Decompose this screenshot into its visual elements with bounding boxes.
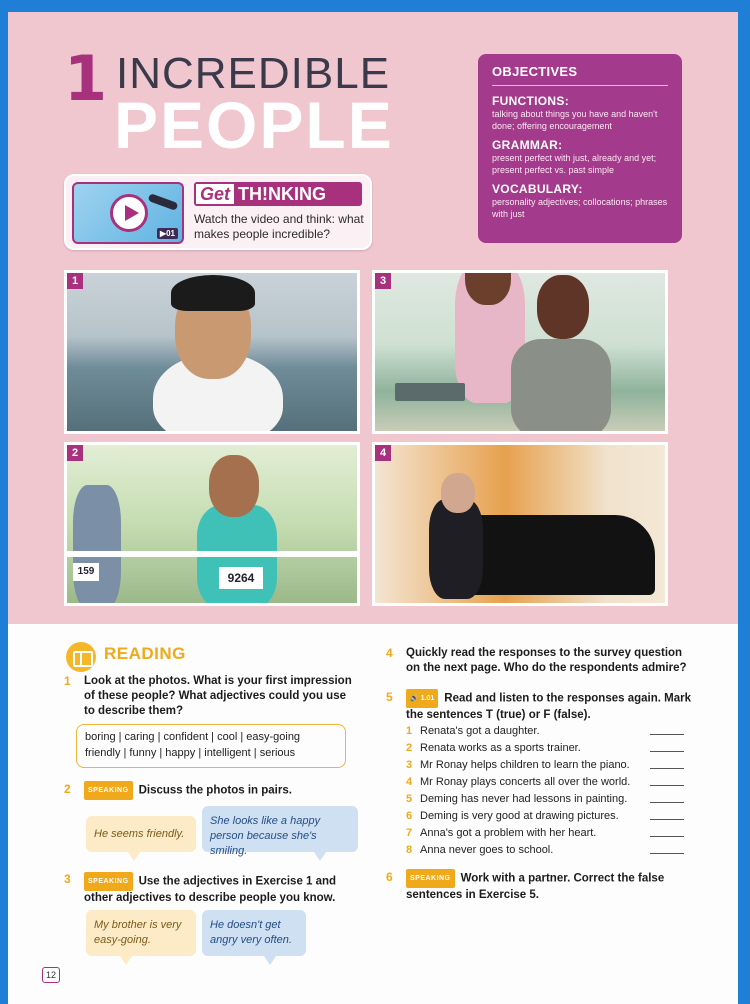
- exercise-5-text: Read and listen to the responses again. Mark the sentences T (true) or F (false).: [406, 692, 691, 721]
- tf-sentence: 7 Anna's got a problem with her heart.: [406, 827, 597, 839]
- exercise-5-number: 5: [386, 690, 393, 704]
- word-box-line2: friendly | funny | happy | intelligent | serious: [85, 747, 296, 759]
- answer-blank[interactable]: [650, 751, 684, 752]
- tf-sentence: 4 Mr Ronay plays concerts all over the world.: [406, 776, 631, 788]
- exercise-3: [84, 872, 360, 906]
- bubble-2-tail: [314, 852, 326, 861]
- tf-sentence: 3 Mr Ronay helps children to learn the piano.: [406, 759, 630, 771]
- video-thumbnail[interactable]: [72, 182, 184, 244]
- photo-3: [372, 270, 668, 434]
- tf-sentence: 5 Deming has never had lessons in painting.: [406, 793, 628, 805]
- answer-blank[interactable]: [650, 853, 684, 854]
- unit-title-line2: PEOPLE: [114, 88, 394, 162]
- exercise-3-text: Use the adjectives in Exercise 1 and other adjectives to describe people you know.: [84, 875, 337, 904]
- exercise-2-text: Discuss the photos in pairs.: [138, 784, 292, 797]
- runner-girl-head: [209, 455, 259, 517]
- adjective-word-box: [76, 724, 346, 768]
- tf-sentence: 6 Deming is very good at drawing pictures.: [406, 810, 619, 822]
- tf-sentence: 2 Renata works as a sports trainer.: [406, 742, 581, 754]
- play-icon[interactable]: [110, 194, 148, 232]
- exercise-4-text: Quickly read the responses to the survey question on the next page. Who do the respondents admire?: [406, 647, 687, 674]
- unit-number: 1: [64, 42, 108, 115]
- pianist-body: [429, 499, 483, 599]
- exercise-2-number: 2: [64, 782, 71, 796]
- objectives-box: [478, 54, 682, 243]
- race-bib-runner: 9264: [219, 567, 263, 589]
- vocabulary-label: VOCABULARY:: [492, 182, 583, 196]
- exercise-5: [406, 689, 696, 723]
- word-box-line1: boring | caring | confident | cool | easy-going: [85, 731, 301, 743]
- answer-blank[interactable]: [650, 768, 684, 769]
- grammar-label: GRAMMAR:: [492, 138, 563, 152]
- exercise-2: [84, 781, 360, 800]
- objectives-heading: OBJECTIVES: [492, 64, 668, 86]
- get-thinking-box[interactable]: [64, 174, 372, 250]
- seated-woman-head: [537, 275, 589, 339]
- photo-2: [64, 442, 360, 606]
- thinking-label: TH!NKING: [238, 184, 327, 204]
- speech-bubble-1: He seems friendly.: [86, 816, 196, 852]
- photo-number: 3: [375, 273, 391, 289]
- tf-sentence: 1 Renata's got a daughter.: [406, 725, 540, 737]
- get-thinking-prompt: Watch the video and think: what makes people incredible?: [194, 212, 364, 241]
- photo-number: 4: [375, 445, 391, 461]
- tf-sentence: 8 Anna never goes to school.: [406, 844, 554, 856]
- exercise-4-number: 4: [386, 646, 393, 660]
- audio-track-tag[interactable]: 🔊 1.01: [406, 689, 438, 708]
- vocabulary-text: personality adjectives; collocations; phrases with just: [492, 197, 668, 219]
- young-man-hair: [171, 275, 255, 311]
- jumping-figure-icon: [148, 193, 179, 211]
- answer-blank[interactable]: [650, 802, 684, 803]
- grammar-text: present perfect with just, already and yet; present perfect vs. past simple: [492, 153, 657, 175]
- speaking-tag: SPEAKING: [84, 781, 133, 800]
- unit-header-area: [8, 12, 738, 624]
- speech-bubble-4: He doesn't get angry very often.: [202, 910, 306, 956]
- get-thinking-banner: [194, 182, 362, 206]
- unit-title-line1: INCREDIBLE: [116, 49, 391, 98]
- book-icon: [66, 642, 96, 672]
- seated-woman: [511, 339, 611, 434]
- photo-number: 1: [67, 273, 83, 289]
- answer-blank[interactable]: [650, 734, 684, 735]
- speaking-tag: SPEAKING: [406, 869, 455, 888]
- exercise-6-number: 6: [386, 870, 393, 884]
- pianist-head: [441, 473, 475, 513]
- bubble-1-tail: [128, 852, 140, 861]
- photo-number: 2: [67, 445, 83, 461]
- get-label: Get: [196, 184, 234, 204]
- bubble-3-tail: [120, 956, 132, 965]
- exercise-6-text: Work with a partner. Correct the false sentences in Exercise 5.: [406, 872, 665, 901]
- textbook-page: [8, 12, 738, 1004]
- page-number: 12: [42, 967, 60, 983]
- speech-bubble-3: My brother is very easy-going.: [86, 910, 196, 956]
- speech-bubble-2: She looks like a happy person because she's smiling.: [202, 806, 358, 852]
- race-bib-left: 159: [73, 563, 99, 581]
- photo-4: [372, 442, 668, 606]
- functions-label: FUNCTIONS:: [492, 94, 569, 108]
- answer-blank[interactable]: [650, 836, 684, 837]
- runner-left: [73, 485, 121, 606]
- exercise-1-text: Look at the photos. What is your first impression of these people? What adjectives could you use to describe them?: [84, 675, 352, 717]
- exercise-1-number: 1: [64, 674, 71, 688]
- video-number-tag: ▶01: [157, 228, 178, 239]
- answer-blank[interactable]: [650, 785, 684, 786]
- answer-blank[interactable]: [650, 819, 684, 820]
- photo-1: [64, 270, 360, 434]
- bubble-4-tail: [264, 956, 276, 965]
- functions-text: talking about things you have and haven't done; offering encouragement: [492, 109, 658, 131]
- speaking-tag: SPEAKING: [84, 872, 133, 891]
- finish-tape: [67, 551, 360, 557]
- reading-heading: READING: [104, 644, 186, 663]
- exercise-3-number: 3: [64, 872, 71, 886]
- park-bench: [395, 383, 465, 401]
- exercise-6: [406, 869, 696, 903]
